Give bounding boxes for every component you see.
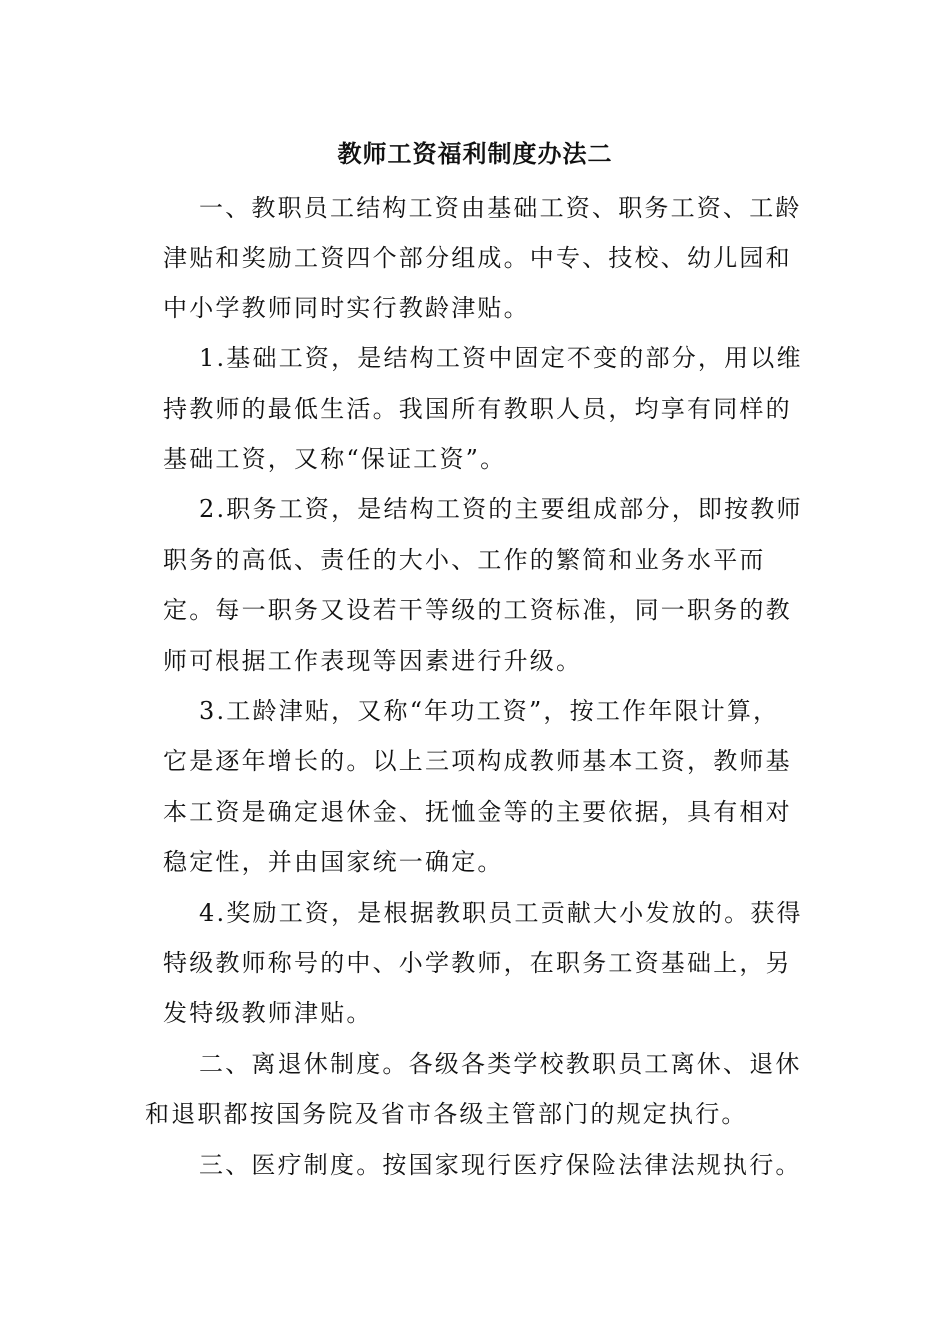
text-line: 三、医疗制度。按国家现行医疗保险法律法规执行。 — [199, 1151, 802, 1179]
text-line: 职务的高低、责任的大小、工作的繁简和业务水平而 — [163, 546, 766, 574]
text-line: 发特级教师津贴。 — [163, 999, 373, 1027]
text-line: 它是逐年增长的。以上三项构成教师基本工资，教师基 — [163, 747, 792, 775]
text-line: 津贴和奖励工资四个部分组成。中专、技校、幼儿园和 — [163, 244, 792, 272]
text-line: 稳定性，并由国家统一确定。 — [163, 848, 504, 876]
text-line: 师可根据工作表现等因素进行升级。 — [163, 647, 583, 675]
text-line: 一、教职员工结构工资由基础工资、职务工资、工龄 — [199, 194, 802, 222]
text-line: 特级教师称号的中、小学教师，在职务工资基础上，另 — [163, 949, 792, 977]
text-line: 1.基础工资，是结构工资中固定不变的部分，用以维 — [199, 344, 803, 372]
text-line: 2.职务工资，是结构工资的主要组成部分，即按教师 — [199, 495, 803, 523]
text-line: 本工资是确定退休金、抚恤金等的主要依据，具有相对 — [163, 798, 792, 826]
text-line: 二、离退休制度。各级各类学校教职员工离休、退休 — [199, 1050, 802, 1078]
text-line: 3.工龄津贴，又称“年功工资”，按工作年限计算， — [199, 697, 780, 725]
text-line: 和退职都按国务院及省市各级主管部门的规定执行。 — [145, 1100, 748, 1128]
text-line: 定。每一职务又设若干等级的工资标准，同一职务的教 — [163, 596, 792, 624]
text-line: 持教师的最低生活。我国所有教职人员，均享有同样的 — [163, 395, 792, 423]
text-line: 基础工资，又称“保证工资”。 — [163, 445, 507, 473]
document-title: 教师工资福利制度办法二 — [337, 139, 613, 168]
text-line: 4.奖励工资，是根据教职员工贡献大小发放的。获得 — [199, 899, 803, 927]
text-line: 中小学教师同时实行教龄津贴。 — [163, 294, 530, 322]
